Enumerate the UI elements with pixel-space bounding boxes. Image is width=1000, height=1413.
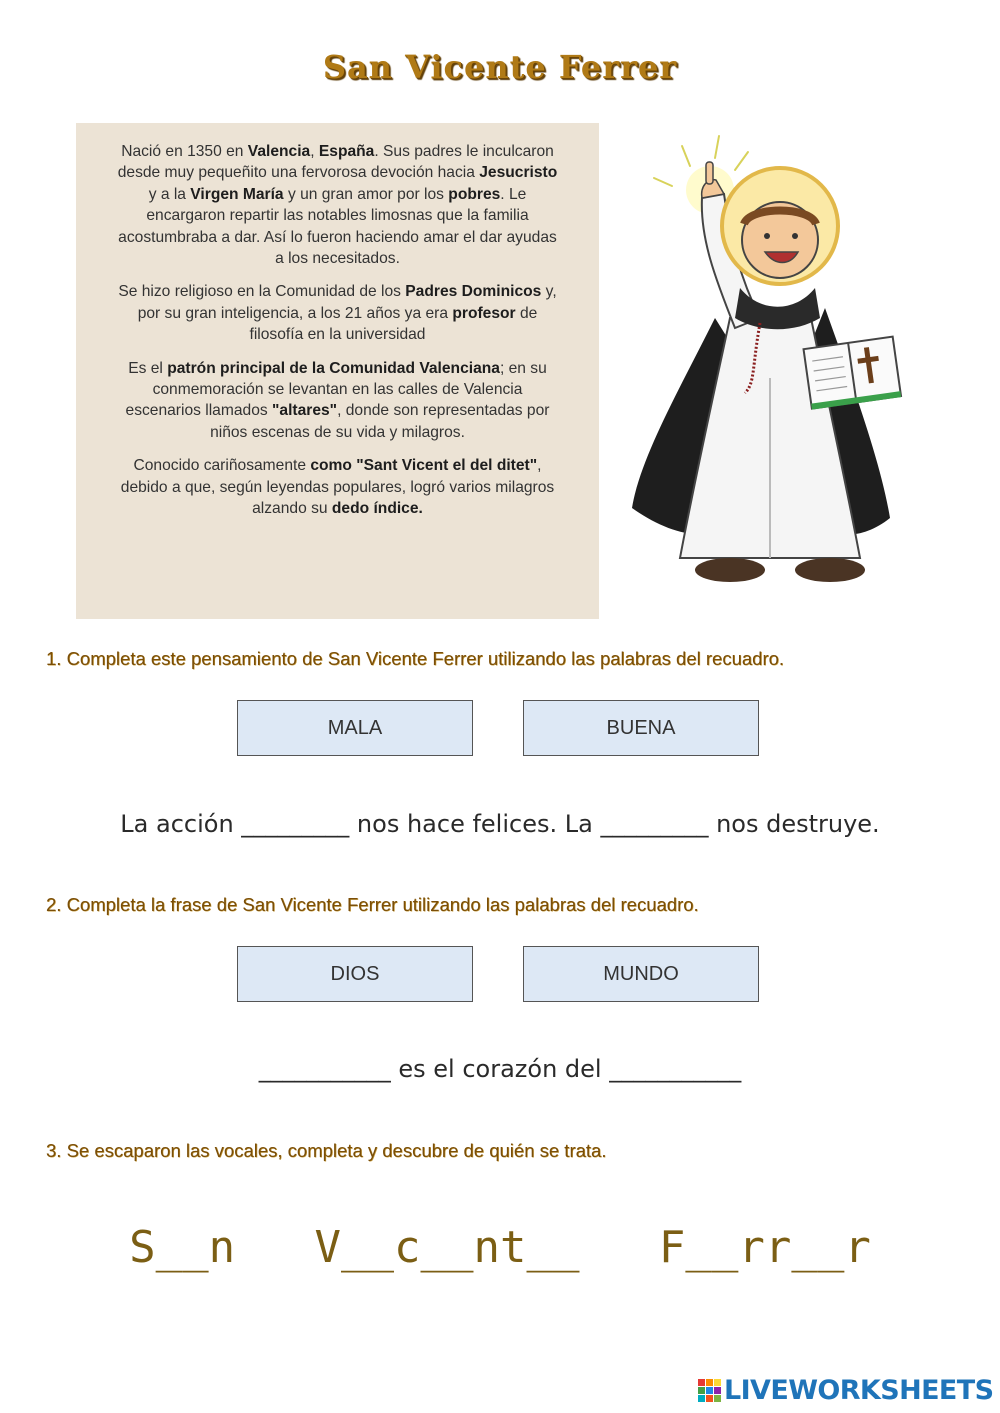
info-paragraph-4: Conocido cariñosamente como "Sant Vicent el del ditet", debido a que, según leyendas populares, logró varios milagros alzando su dedo índice. [120, 457, 555, 518]
question-1-prompt: 1. Completa este pensamiento de San Vicente Ferrer utilizando las palabras del recuadro. [46, 648, 785, 669]
logo-grid-cell [706, 1379, 713, 1386]
logo-grid-cell [698, 1387, 705, 1394]
saint-illustration [620, 128, 910, 598]
vowel-puzzle[interactable]: S__n V__c__nt__ F__rr__r [129, 1222, 871, 1273]
word-box-mala[interactable]: MALA [237, 700, 473, 756]
info-paragraph-2: Se hizo religioso en la Comunidad de los Padres Dominicos y, por su gran inteligencia, a los 21 años ya era profesor de filosofía en la universidad [118, 283, 557, 344]
question-1-sentence[interactable]: La acción _________ nos hace felices. La _________ nos destruye. [120, 810, 880, 838]
logo-grid-cell [714, 1379, 721, 1386]
logo-grid-cell [698, 1395, 705, 1402]
logo-grid-cell [706, 1395, 713, 1402]
question-2-sentence[interactable]: ___________ es el corazón del ___________ [258, 1055, 742, 1083]
info-paragraph-1: Nació en 1350 en Valencia, España. Sus padres le inculcaron desde muy pequeñito una fervorosa devoción hacia Jesucristo y a la Virgen María y un gran amor por los pobres. Le encargaron repartir las notables limosnas que la familia acostumbraba a dar. Así lo fueron haciendo amar el dar ayudas a los necesitados. [117, 143, 558, 268]
info-box [76, 123, 599, 619]
logo-grid-cell [714, 1395, 721, 1402]
word-box-dios[interactable]: DIOS [237, 946, 473, 1002]
logo-grid-cell [714, 1387, 721, 1394]
question-2-prompt: 2. Completa la frase de San Vicente Ferrer utilizando las palabras del recuadro. [46, 894, 699, 915]
word-box-buena[interactable]: BUENA [523, 700, 759, 756]
liveworksheets-logo [698, 1374, 993, 1406]
logo-text: LIVEWORKSHEETS [724, 1374, 994, 1406]
question-3-prompt: 3. Se escaparon las vocales, completa y descubre de quién se trata. [46, 1140, 607, 1161]
page-title: San Vicente Ferrer [322, 48, 678, 86]
logo-grid-cell [698, 1379, 705, 1386]
word-box-mundo[interactable]: MUNDO [523, 946, 759, 1002]
logo-grid-cell [706, 1387, 713, 1394]
info-paragraph-3: Es el patrón principal de la Comunidad Valenciana; en su conmemoración se levantan en las calles de Valencia escenarios llamados "altares", donde son representadas por niños escenas de su vida y milagros. [125, 359, 550, 441]
logo-grid-icon [698, 1379, 721, 1402]
